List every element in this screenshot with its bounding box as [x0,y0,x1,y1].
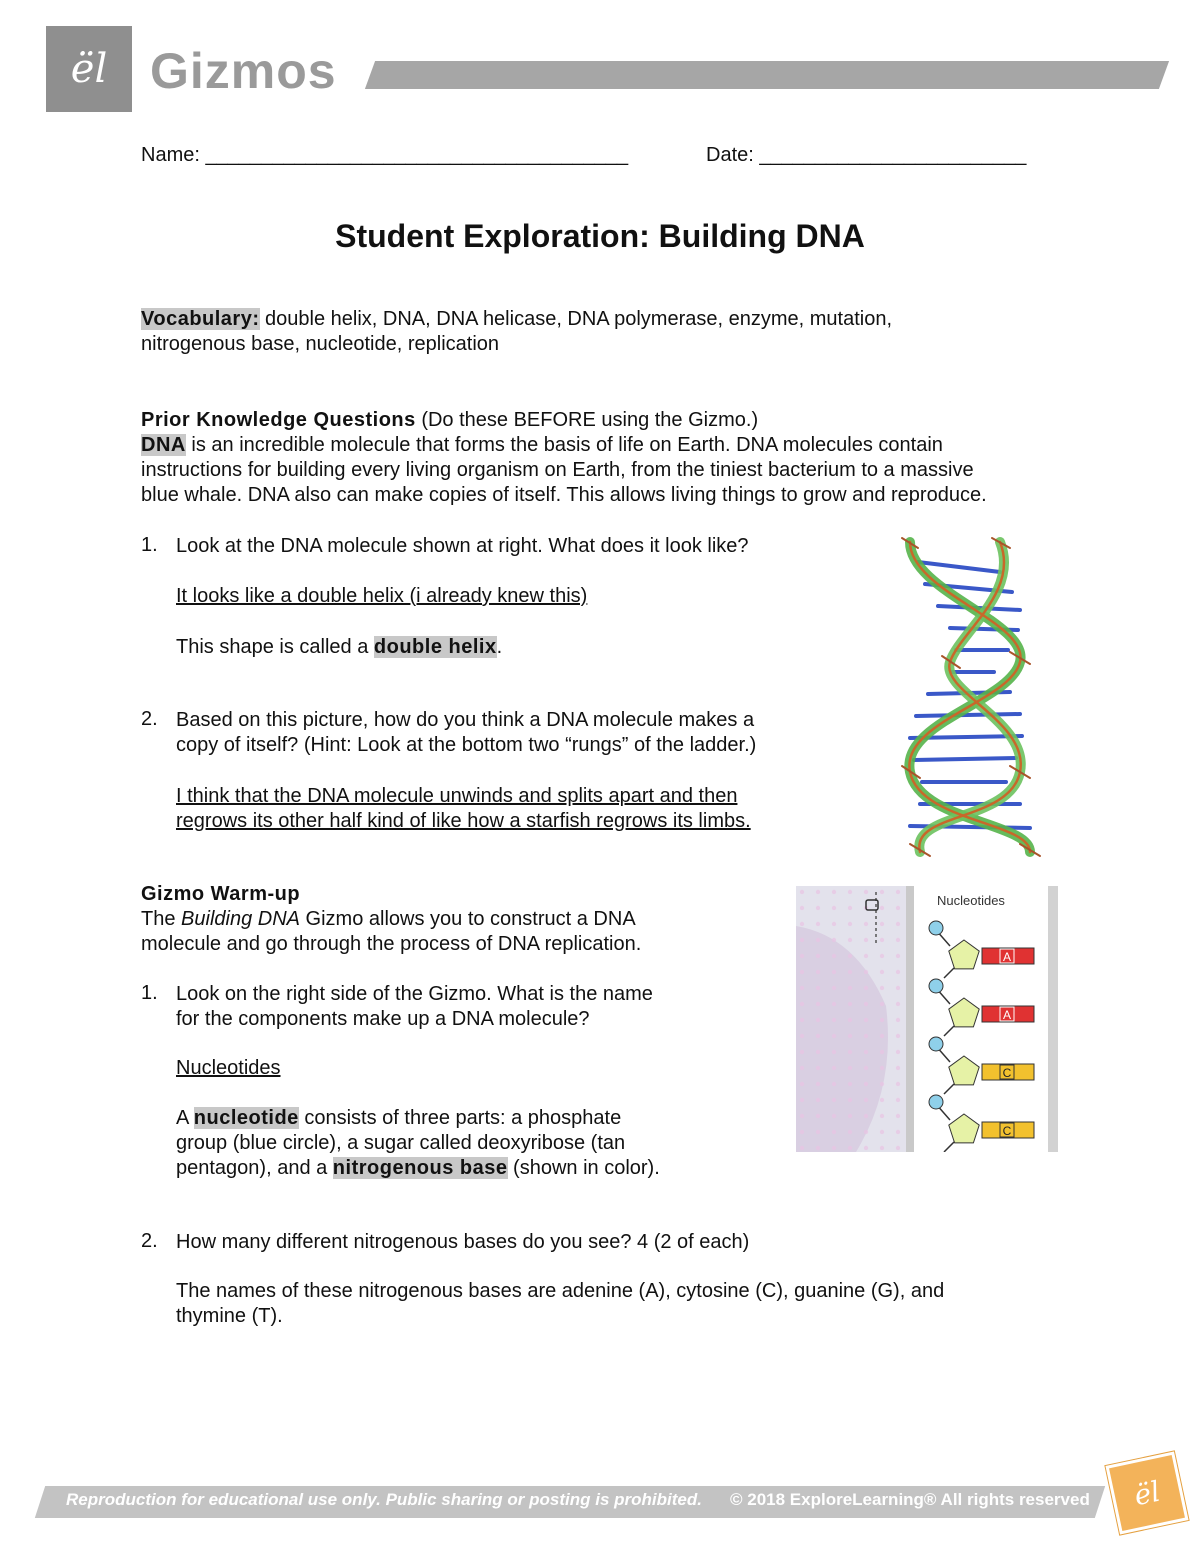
base-names-line2: thymine (T). [176,1305,283,1327]
prior-q2-answer-line1: I think that the DNA molecule unwinds and splits apart and then [176,785,738,807]
prior-line2: instructions for building every living organism on Earth, from the tiniest bacterium to a massive [141,459,974,481]
vocabulary-line2: nitrogenous base, nucleotide, replication [141,333,500,355]
prior-q2-answer-line2: regrows its other half kind of like how a starfish regrows its limbs. [176,810,751,832]
nitrogenous-base-term: nitrogenous base [332,1157,508,1179]
gizmos-logo [46,26,132,112]
prior-q1-text: Look at the DNA molecule shown at right. What does it look like? [176,535,749,557]
nucleotide-term: nucleotide [193,1107,299,1129]
footer-notice: Reproduction for educational use only. Public sharing or posting is prohibited. [66,1490,702,1509]
prior-q2-text [176,708,866,758]
phosphate-circle [929,979,943,993]
prior-heading-note: (Do these BEFORE using the Gizmo.) [415,409,759,431]
base-letter: A [1002,1008,1012,1022]
warmup-q1-line2: for the components make up a DNA molecule? [176,1008,590,1030]
prior-knowledge [141,408,1101,508]
prior-heading: Prior Knowledge Questions [141,409,416,431]
prior-q1-answer: It looks like a double helix (i already knew this) [176,585,588,607]
panel-title: Nucleotides [937,893,1005,908]
base-letter: C [1002,1124,1012,1138]
prior-line3: blue whale. DNA also can make copies of itself. This allows living things to grow and reproduce. [141,484,987,506]
nucleotide-definition [176,1106,776,1181]
prior-q1-number: 1. [141,534,158,556]
name-field: Name: ______________________________________ [141,144,629,166]
warmup-intro-line2: molecule and go through the process of DNA replication. [141,933,642,955]
page-title: Student Exploration: Building DNA [335,218,865,254]
warmup-q2-text: How many different nitrogenous bases do you see? 4 (2 of each) [176,1231,750,1253]
dna-helix-image [880,532,1050,862]
def-post: consists of three parts: a phosphate [298,1107,622,1129]
brand-name: Gizmos [150,43,337,99]
warmup-q1-answer: Nucleotides [176,1057,281,1079]
def-pre: A [176,1107,194,1129]
logo-mark: ël [70,46,108,92]
warmup-intro-pre: The [141,908,182,930]
warmup-intro [141,882,781,957]
prior-q2-answer [176,784,866,834]
footer-copyright: © 2018 ExploreLearning® All rights reserved [730,1490,1090,1509]
prior-q2-line2: copy of itself? (Hint: Look at the bottom two “rungs” of the ladder.) [176,734,757,756]
prior-q1-shape [176,635,502,660]
prior-q2-number: 2. [141,708,158,730]
def-line3-pre: pentagon), and a [176,1157,333,1179]
phosphate-circle [929,921,943,935]
warmup-q1-line1: Look on the right side of the Gizmo. What is the name [176,983,653,1005]
dna-term: DNA [141,434,186,456]
shape-pre: This shape is called a [176,636,374,658]
base-names-line1: The names of these nitrogenous bases are adenine (A), cytosine (C), guanine (G), and [176,1280,945,1302]
double-helix-term: double helix [373,636,497,658]
base-letter: C [1002,1066,1012,1080]
vocabulary [141,307,1101,357]
warmup-intro-post: Gizmo allows you to construct a DNA [299,908,636,930]
explorelearning-logo [1105,1451,1188,1534]
vocabulary-label: Vocabulary: [141,308,260,330]
gizmo-name: Building DNA [181,908,300,930]
base-names [176,1279,1076,1329]
def-line2: group (blue circle), a sugar called deoxyribose (tan [176,1132,626,1154]
warmup-q1-number: 1. [141,982,158,1004]
base-letter: A [1002,950,1012,964]
shape-post: . [496,636,503,658]
prior-line1: is an incredible molecule that forms the basis of life on Earth. DNA molecules contain [185,434,943,456]
prior-q2-line1: Based on this picture, how do you think a DNA molecule makes a [176,709,755,731]
def-line3-post: (shown in color). [507,1157,660,1179]
warmup-q1-text [176,982,776,1032]
warmup-q2-number: 2. [141,1230,158,1252]
phosphate-circle [929,1095,943,1109]
footer-logo-mark: ël [1131,1474,1163,1512]
phosphate-circle [929,1037,943,1051]
vocabulary-line1: double helix, DNA, DNA helicase, DNA polymerase, enzyme, mutation, [259,308,893,330]
warmup-heading: Gizmo Warm-up [141,883,301,905]
gizmo-nucleotides-panel [796,886,1058,1152]
header-bar [365,61,1169,89]
date-field: Date: ________________________ [706,144,1027,166]
